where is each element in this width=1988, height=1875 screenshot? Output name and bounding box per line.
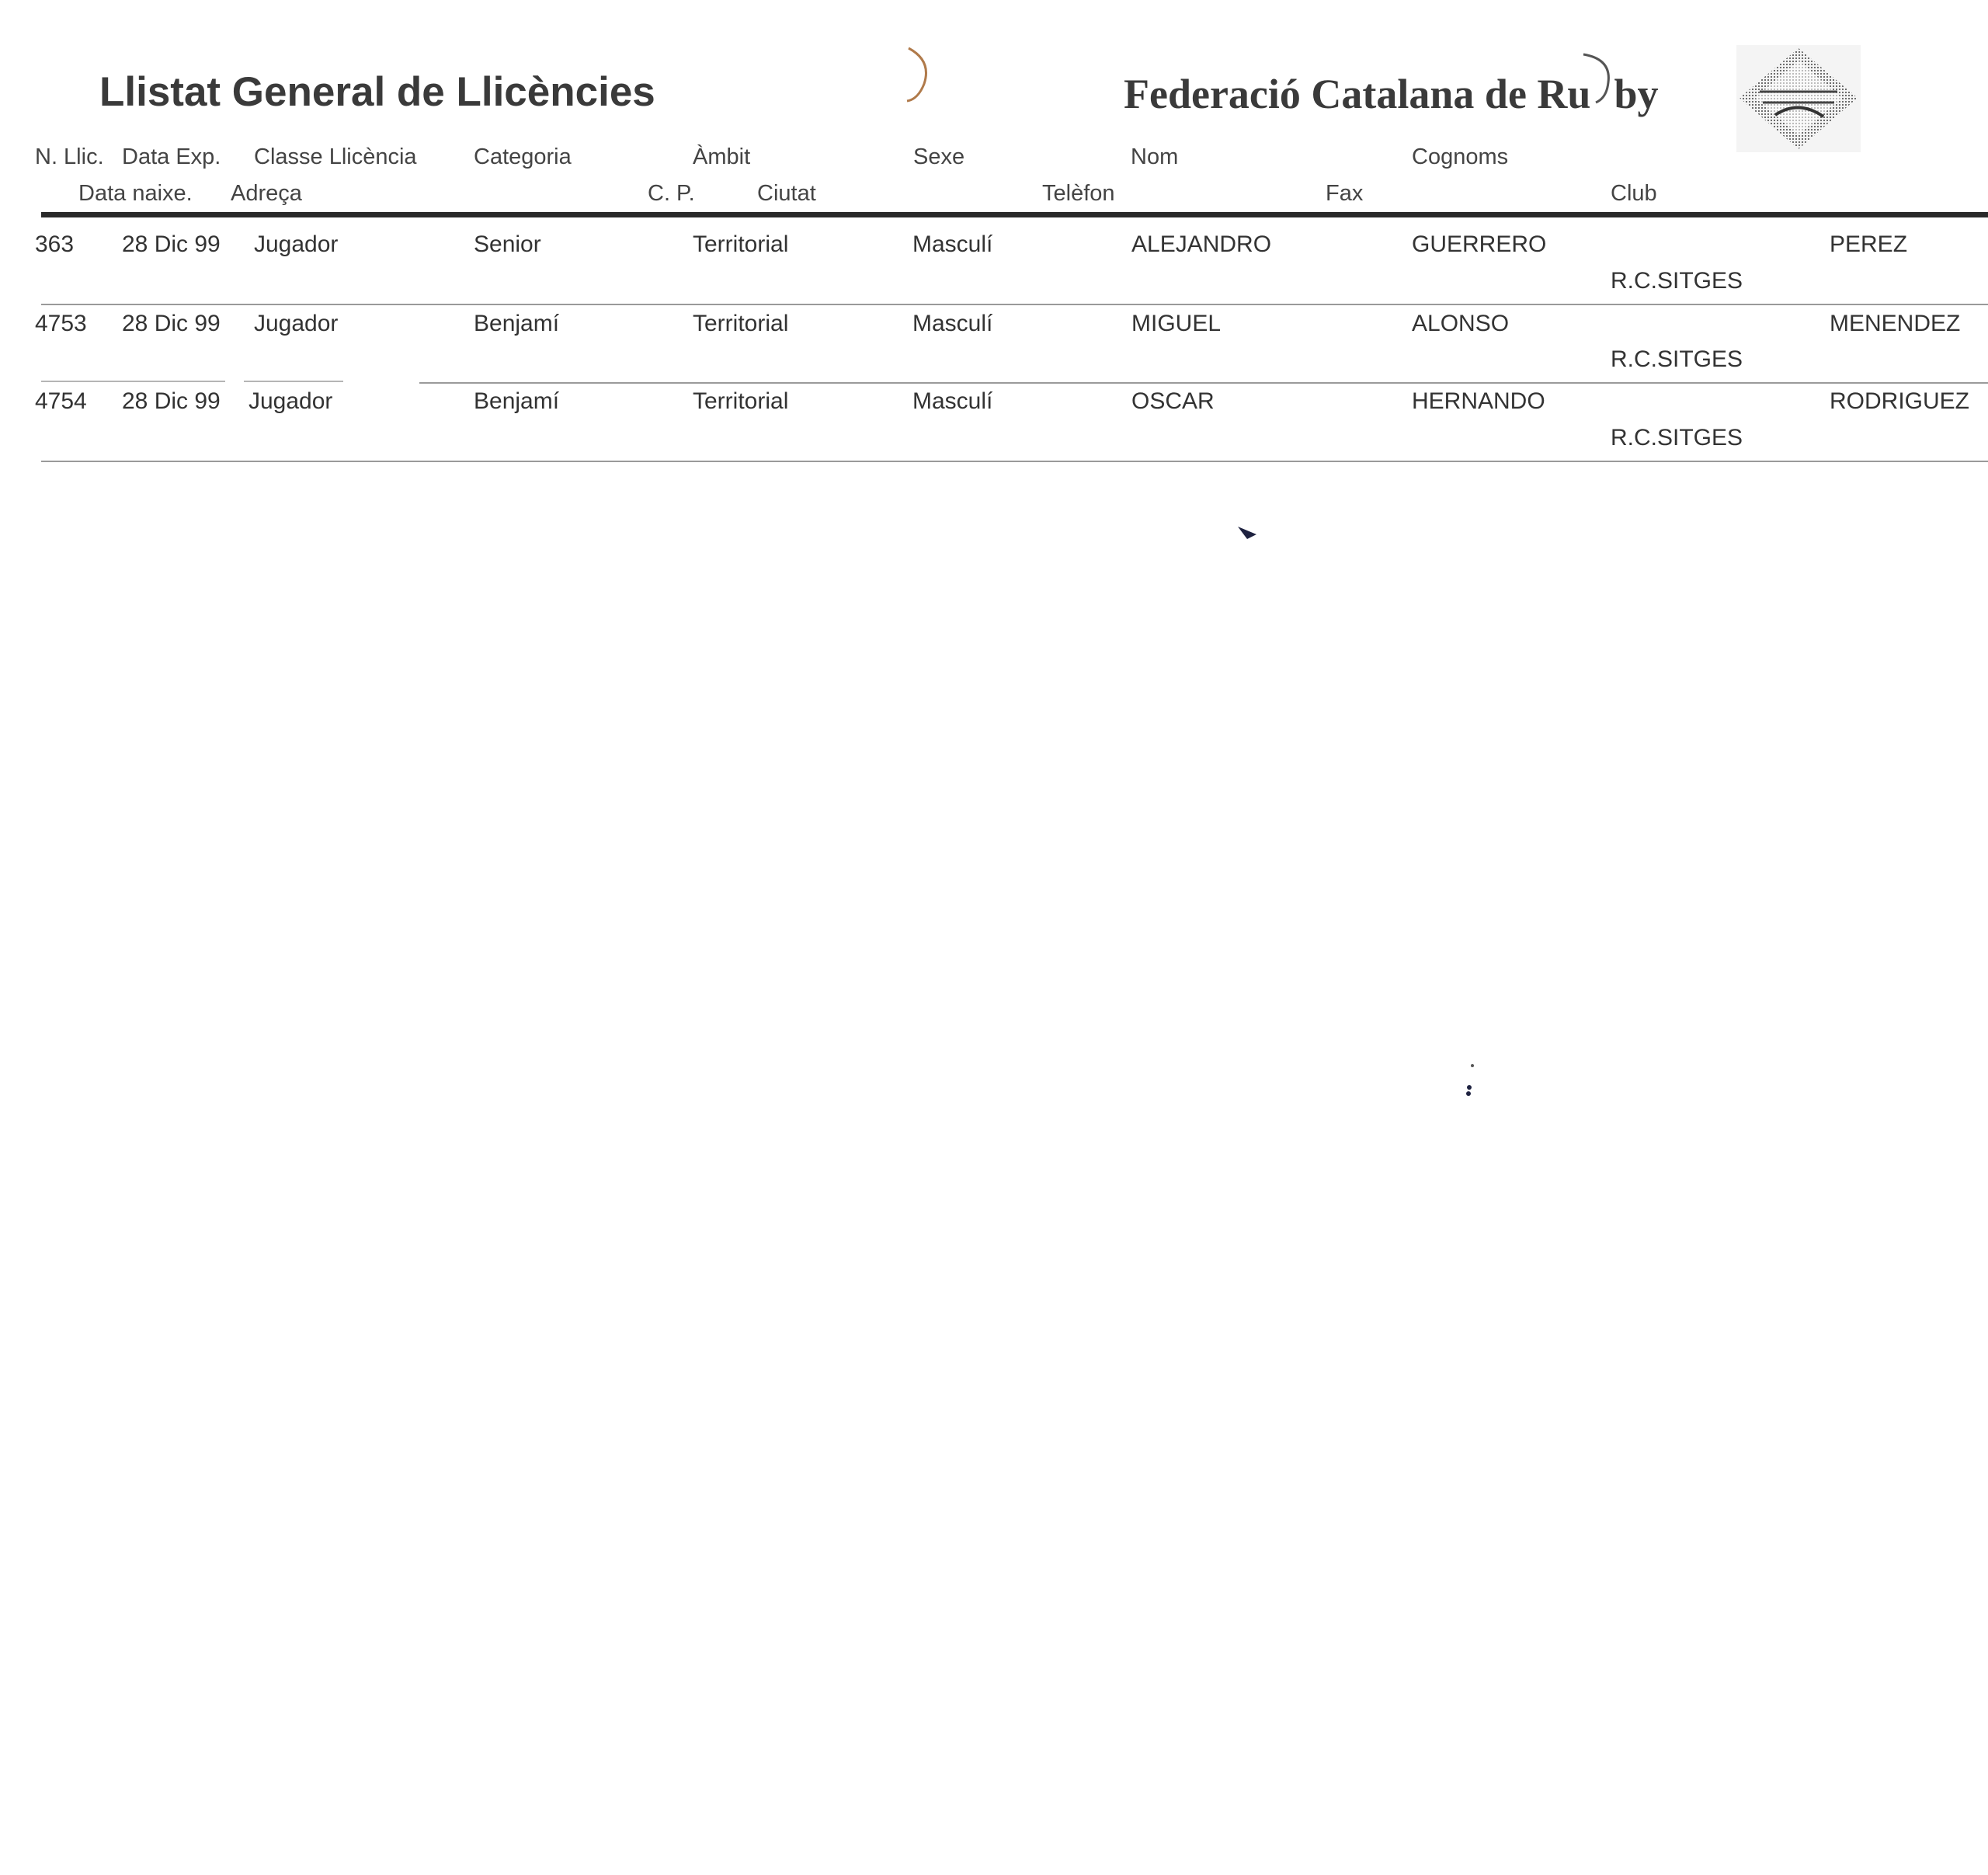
ink-spot	[1463, 1059, 1479, 1098]
organization-name: Federació Catalana de Ru by	[1124, 71, 1659, 117]
row-2-sexe: Masculí	[912, 311, 993, 336]
row-3-ambit: Territorial	[693, 388, 789, 414]
row-3-club: R.C.SITGES	[1611, 425, 1743, 450]
row-1-sexe: Masculí	[912, 231, 993, 257]
row-3-n-llic: 4754	[35, 388, 87, 414]
row-1-club: R.C.SITGES	[1611, 268, 1743, 294]
header-telefon: Telèfon	[1042, 181, 1115, 206]
row-2-nom: MIGUEL	[1131, 311, 1222, 336]
row-1-n-llic: 363	[35, 231, 75, 257]
header-categoria: Categoria	[474, 144, 572, 169]
row-1-cognom-1: GUERRERO	[1412, 231, 1547, 257]
row-1-data-exp: 28 Dic 99	[122, 231, 221, 257]
hole-punch-mark	[901, 45, 940, 107]
row-3-classe: Jugador	[248, 388, 333, 414]
header-classe-llicencia: Classe Llicència	[254, 144, 417, 169]
row-1-cognom-2: PEREZ	[1830, 231, 1908, 257]
row-divider	[41, 461, 1988, 462]
federation-logo	[1736, 45, 1861, 152]
row-2-categoria: Benjamí	[474, 311, 560, 336]
row-3-categoria: Benjamí	[474, 388, 560, 414]
row-2-cognom-1: ALONSO	[1412, 311, 1510, 336]
header-cp: C. P.	[648, 181, 695, 206]
hole-punch-mark	[1580, 51, 1627, 106]
row-2-classe: Jugador	[254, 311, 339, 336]
row-3-sexe: Masculí	[912, 388, 993, 414]
ink-spot	[1236, 525, 1260, 541]
header-divider	[41, 212, 1988, 217]
row-divider-segment	[244, 381, 343, 382]
header-club: Club	[1611, 181, 1657, 206]
row-1-nom: ALEJANDRO	[1131, 231, 1272, 257]
header-n-llic: N. Llic.	[35, 144, 104, 169]
row-2-data-exp: 28 Dic 99	[122, 311, 221, 336]
header-nom: Nom	[1131, 144, 1179, 169]
row-2-cognom-2: MENENDEZ	[1830, 311, 1961, 336]
row-3-data-exp: 28 Dic 99	[122, 388, 221, 414]
header-adreca: Adreça	[231, 181, 302, 206]
page-title: Llistat General de Llicències	[99, 69, 655, 115]
header-fax: Fax	[1326, 181, 1364, 206]
row-2-club: R.C.SITGES	[1611, 346, 1743, 372]
row-2-ambit: Territorial	[693, 311, 789, 336]
row-divider	[419, 382, 1988, 384]
header-data-exp: Data Exp.	[122, 144, 221, 169]
row-divider	[41, 304, 1988, 305]
header-cognoms: Cognoms	[1412, 144, 1509, 169]
header-ciutat: Ciutat	[757, 181, 816, 206]
row-2-n-llic: 4753	[35, 311, 87, 336]
header-sexe: Sexe	[913, 144, 965, 169]
row-1-ambit: Territorial	[693, 231, 789, 257]
row-3-cognom-2: RODRIGUEZ	[1830, 388, 1969, 414]
header-data-naixe: Data naixe.	[78, 181, 193, 206]
row-3-cognom-1: HERNANDO	[1412, 388, 1545, 414]
row-1-classe: Jugador	[254, 231, 339, 257]
row-divider-segment	[41, 381, 225, 382]
row-1-categoria: Senior	[474, 231, 541, 257]
row-3-nom: OSCAR	[1131, 388, 1215, 414]
header-ambit: Àmbit	[693, 144, 751, 169]
